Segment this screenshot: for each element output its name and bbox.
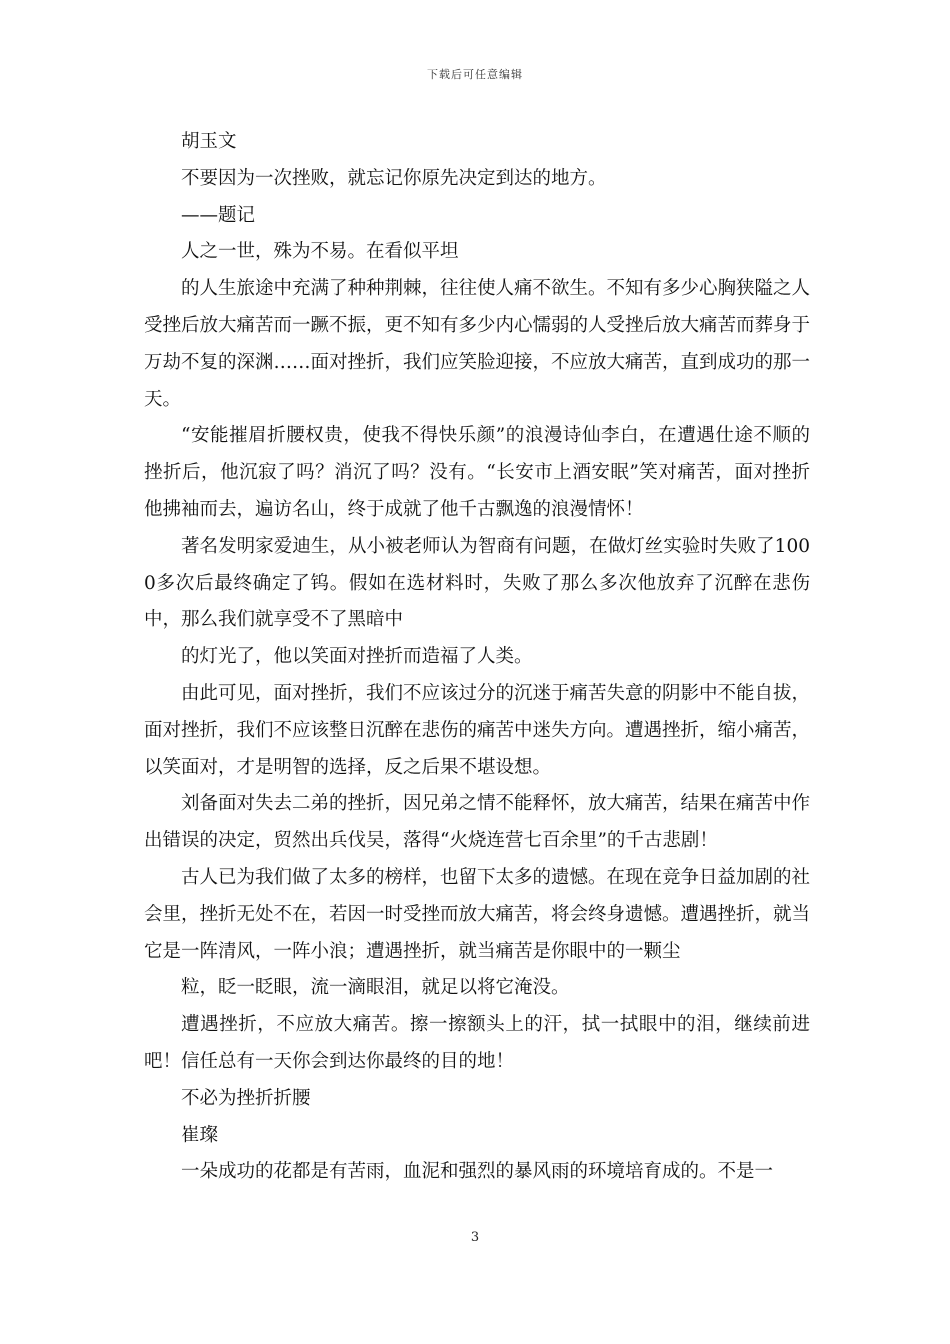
paragraph: 的灯光了，他以笑面对挫折而造福了人类。 [181,646,533,668]
paragraph: 著名发明家爱迪生，从小被老师认为智商有问题，在做灯丝实验时失败了1000多次后最终确定了钨。假如在选材料时，失败了那么多次他放弃了沉醉在悲伤中，那么我们就享受不了黑暗中 [144,535,810,631]
paragraph: “安能摧眉折腰权贵，使我不得快乐颜”的浪漫诗仙李白，在遭遇仕途不顺的挫折后，他沉寂了吗？消沉了吗？没有。“长安市上酒安眠”笑对痛苦，面对挫折他拂袖而去，遍访名山，终于成就了他千古飘逸的浪漫情怀！ [144,425,810,520]
paragraph: 粒，眨一眨眼，流一滴眼泪，就足以将它淹没。 [181,977,570,999]
paragraph: 古人已为我们做了太多的榜样，也留下太多的遗憾。在现在竞争日益加剧的社会里，挫折无处不在，若因一时受挫而放大痛苦，将会终身遗憾。遭遇挫折，就当它是一阵清风，一阵小浪；遭遇挫折，就当痛苦是你眼中的一颗尘 [144,866,811,962]
paragraph: 遭遇挫折，不应放大痛苦。擦一擦额头上的汗，拭一拭眼中的泪，继续前进吧！信任总有一天你会到达你最终的目的地！ [144,1014,810,1072]
paragraph: 由此可见，面对挫折，我们不应该过分的沉迷于痛苦失意的阴影中不能自拔，面对挫折，我们不应该整日沉醉在悲伤的痛苦中迷失方向。遭遇挫折，缩小痛苦，以笑面对，才是明智的选择，反之后果不堪设想。 [144,682,811,778]
paragraph: 人之一世，殊为不易。在看似平坦 [181,241,459,263]
epigraph-label: ——题记 [181,204,256,226]
page-header: 下载后可任意编辑 [427,68,523,81]
paragraph: 的人生旅途中充满了种种荆棘，往往使人痛不欲生。不知有多少心胸狭隘之人受挫后放大痛苦而一蹶不振，更不知有多少内心懦弱的人受挫后放大痛苦而葬身于万劫不复的深渊……面对挫折，我们应笑脸迎接，不应放大痛苦，直到成功的那一天。 [144,278,811,410]
paragraph: 一朵成功的花都是有苦雨，血泥和强烈的暴风雨的环境培育成的。不是一 [181,1161,774,1183]
document-body [144,124,810,1191]
paragraph: 刘备面对失去二弟的挫折，因兄弟之情不能释怀，放大痛苦，结果在痛苦中作出错误的决定，贸然出兵伐吴，落得“火烧连营七百余里”的千古悲剧！ [144,793,811,852]
author-line: 崔璨 [181,1124,219,1146]
page-number: 3 [470,1230,480,1245]
epigraph: 不要因为一次挫败，就忘记你原先决定到达的地方。 [181,167,607,189]
essay-title: 不必为挫折折腰 [181,1087,311,1109]
author-line: 胡玉文 [181,131,237,152]
